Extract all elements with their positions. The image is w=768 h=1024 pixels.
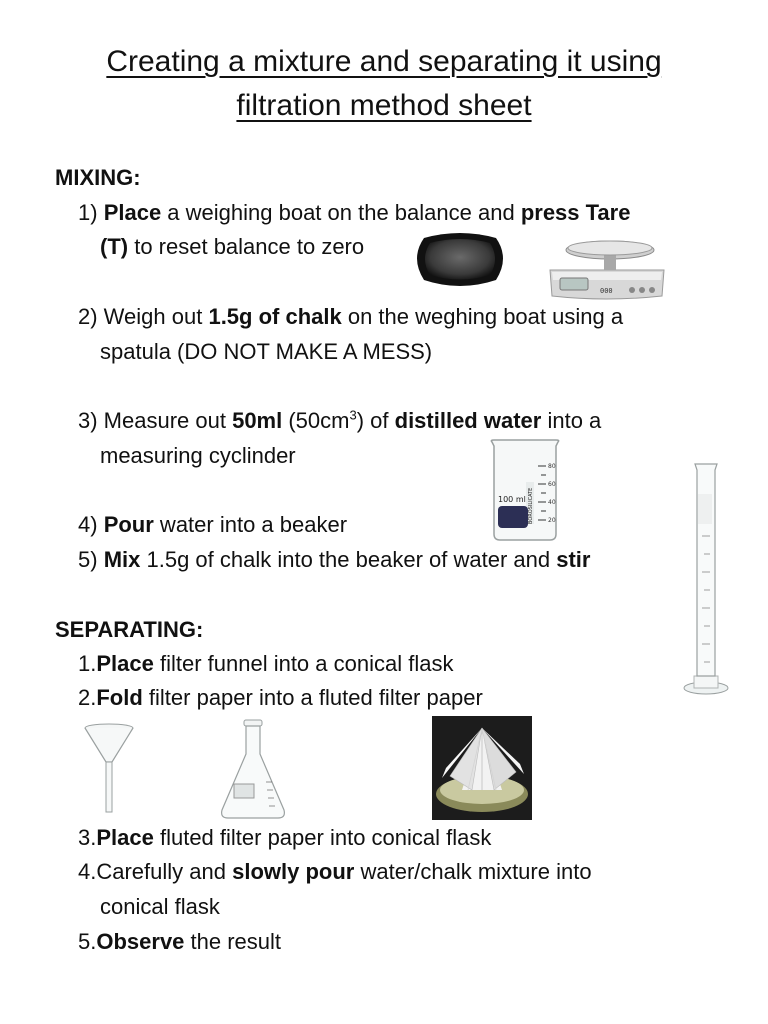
separating-step-2: 2.Fold filter paper into a fluted filter paper: [78, 685, 483, 710]
mixing-step-1-line-1: 1) Place a weighing boat on the balance and press Tare: [78, 200, 631, 225]
beaker-volume-label: 100 ml: [498, 495, 526, 504]
balance-display: 000: [600, 287, 613, 295]
mixing-step-3-line-1: 3) Measure out 50ml $(50cm^3)$ of distilled water into a: [78, 407, 602, 433]
mixing-step-3-line-2: measuring cyclinder: [100, 443, 296, 468]
mixing-step-1-line-2: (T) to reset balance to zero: [100, 234, 365, 259]
separating-step-4-line-1: 4.Carefully and slowly pour water/chalk mixture into: [78, 859, 592, 884]
separating-step-3: 3.Place fluted filter paper into conical flask: [78, 825, 492, 850]
separating-heading: SEPARATING:: [55, 617, 204, 642]
beaker-brand: BOROSILICATE: [528, 487, 534, 524]
measuring-cylinder-image: [682, 460, 730, 700]
balance-image: [546, 230, 668, 302]
mixing-step-5: 5) Mix 1.5g of chalk into the beaker of water and stir: [78, 547, 591, 572]
separating-step-1: 1.Place filter funnel into a conical flask: [78, 651, 454, 676]
beaker-image: [486, 438, 564, 542]
separating-step-5: 5.Observe the result: [78, 929, 282, 954]
mixing-step-4: 4) Pour water into a beaker: [78, 512, 348, 537]
beaker-tick-60: 60: [548, 481, 556, 488]
title-line-1: Creating a mixture and separating it using: [106, 45, 662, 78]
weighing-boat-image: [410, 228, 510, 290]
beaker-tick-40: 40: [548, 499, 556, 506]
conical-flask-image: [218, 718, 288, 820]
beaker-tick-20: 20: [548, 517, 556, 524]
beaker-tick-80: 80: [548, 463, 556, 470]
mixing-step-2-line-2: spatula (DO NOT MAKE A MESS): [100, 339, 433, 364]
page-title: [0, 40, 768, 128]
mixing-step-2-line-1: 2) Weigh out 1.5g of chalk on the weghing boat using a: [78, 304, 624, 329]
mixing-heading: MIXING:: [55, 165, 141, 190]
funnel-image: [82, 722, 136, 814]
separating-step-4-line-2: conical flask: [100, 894, 220, 919]
fluted-filter-paper-image: [432, 716, 532, 820]
title-line-2: filtration method sheet: [236, 89, 532, 122]
